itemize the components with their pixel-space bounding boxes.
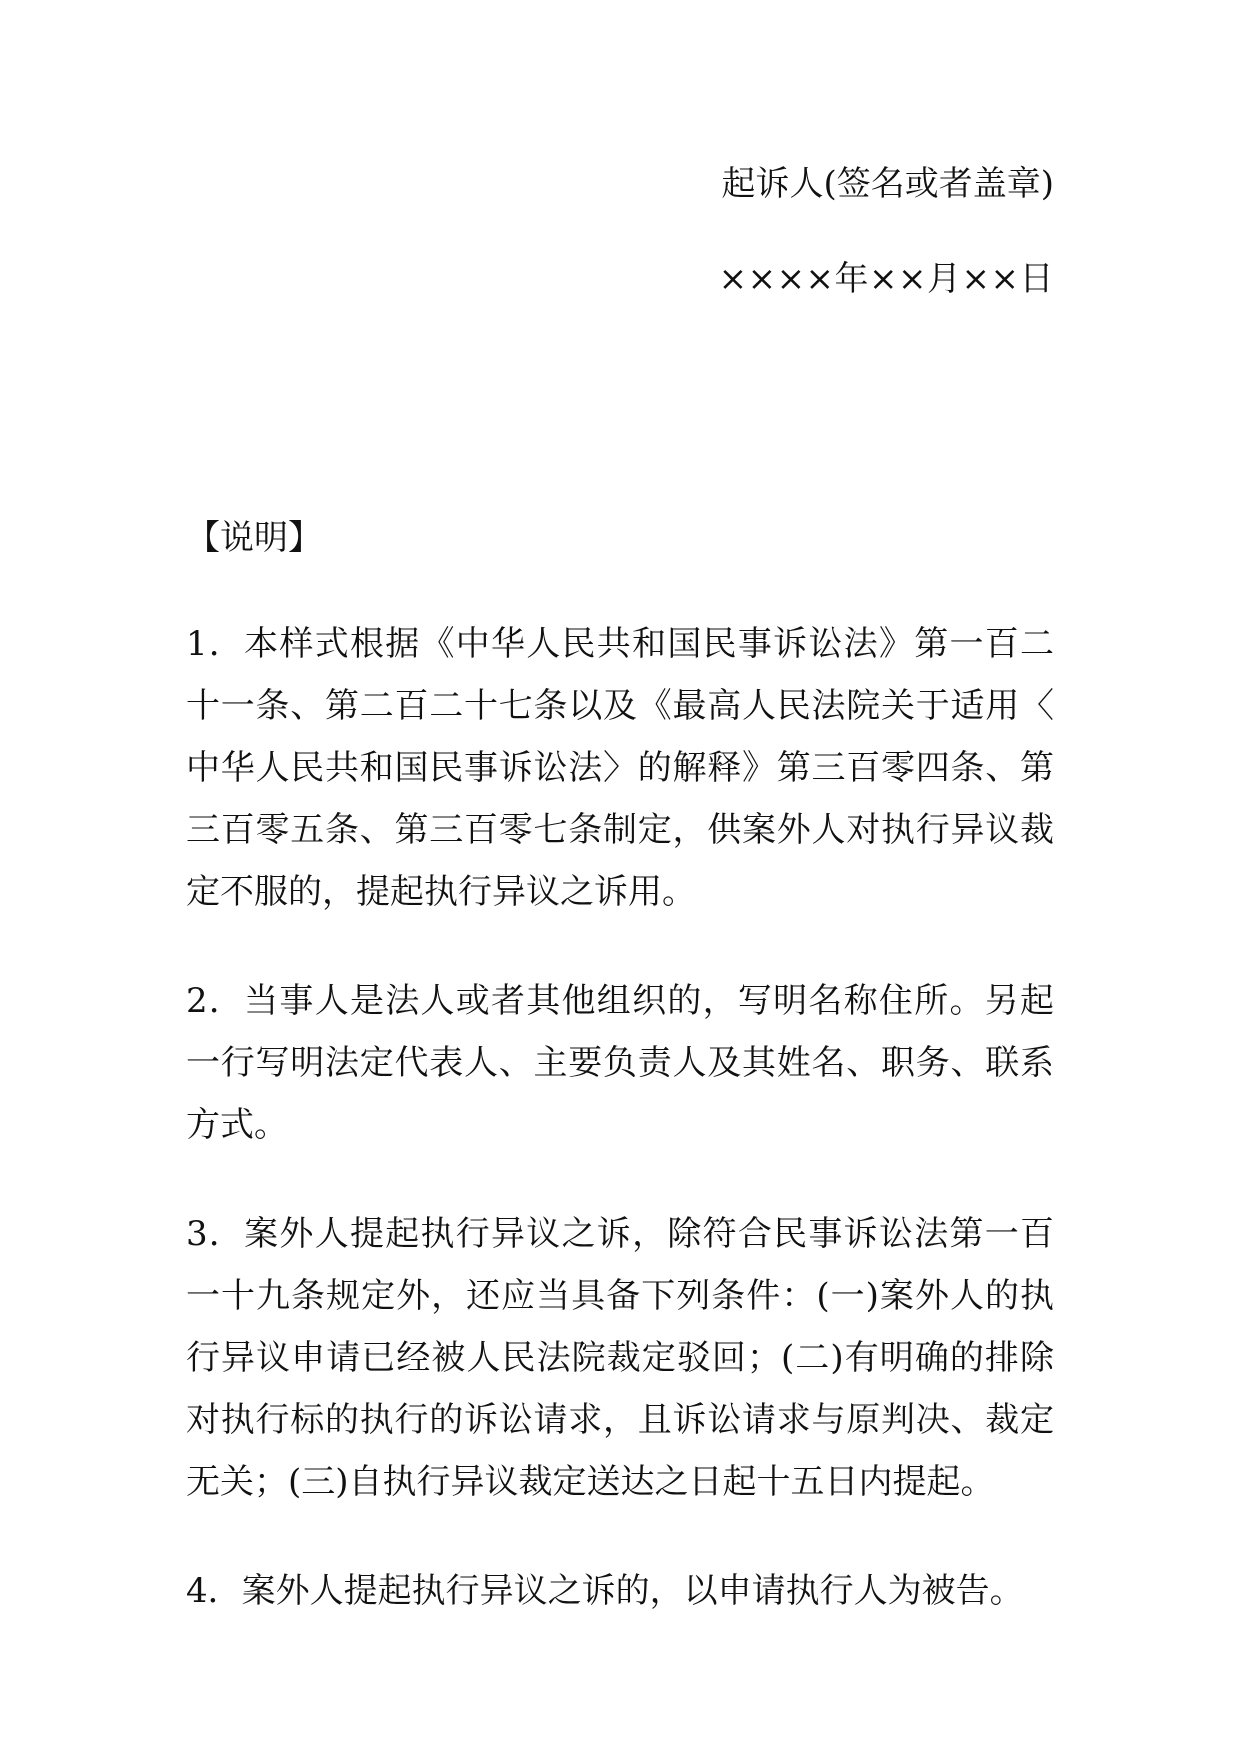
section-title: 【说明】 <box>186 518 322 558</box>
note-item-4: 4．案外人提起执行异议之诉的，以申请执行人为被告。 <box>186 1571 1024 1611</box>
note-item-1: 1．本样式根据《中华人民共和国民事诉讼法》第一百二十一条、第二百二十七条以及《最高人民法院关于适用〈中华人民共和国民事诉讼法〉的解释》第三百零四条、第三百零五条、第三百零七条制定，供案外人对执行异议裁定不服的，提起执行异议之诉用。 <box>186 624 1054 912</box>
signature-line: 起诉人(签名或者盖章) <box>721 164 1054 204</box>
note-item-3: 3．案外人提起执行异议之诉，除符合民事诉讼法第一百一十九条规定外，还应当具备下列条件：(一)案外人的执行异议申请已经被人民法院裁定驳回；(二)有明确的排除对执行标的执行的诉讼请求，且诉讼请求与原判决、裁定无关；(三)自执行异议裁定送达之日起十五日内提起。 <box>186 1214 1054 1502</box>
note-item-2: 2．当事人是法人或者其他组织的，写明名称住所。另起一行写明法定代表人、主要负责人及其姓名、职务、联系方式。 <box>186 981 1054 1145</box>
notes-list <box>186 613 1054 1669</box>
date-line: ××××年××月××日 <box>718 259 1054 299</box>
